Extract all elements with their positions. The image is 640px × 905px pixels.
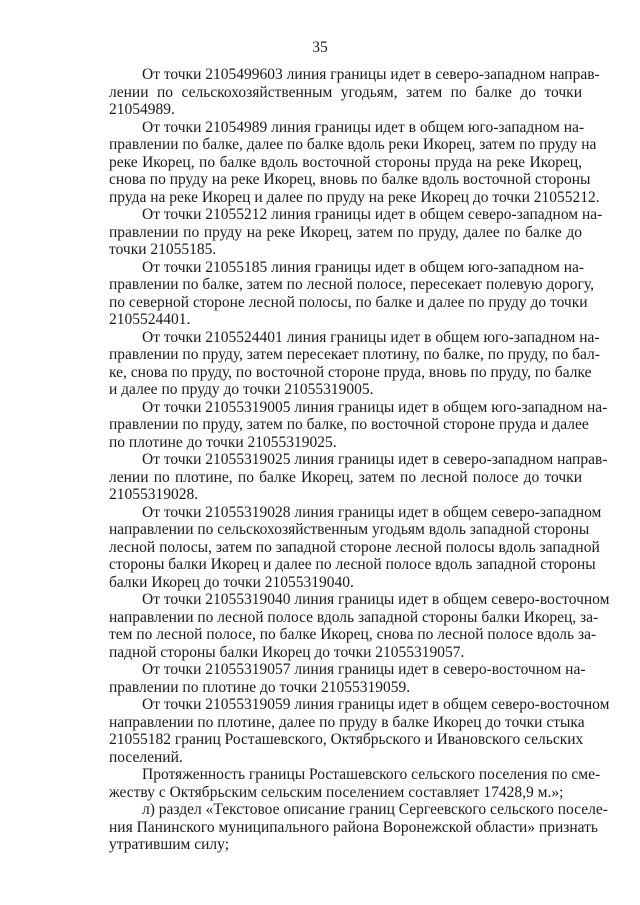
text-line: правлении по пруду, затем пересекает плотину, по балке, по пруду, по бал- <box>109 346 600 363</box>
paragraph <box>109 258 594 329</box>
text-line: От точки 21055319059 линия границы идет в общем северо-восточном <box>142 696 610 713</box>
paragraph <box>109 398 608 452</box>
text-line: снова по пруду на реке Икорец, вновь по балке вдоль восточной стороны <box>109 171 591 188</box>
text-line: От точки 21055319057 линия границы идет в северо-восточном на- <box>142 661 586 678</box>
text-line: 21054989. <box>109 101 175 118</box>
text-line: реке Икорец, по балке вдоль восточной стороны пруда на реке Икорец, <box>109 153 582 171</box>
text-line: 2105524401. <box>109 311 191 328</box>
text-line: От точки 21055319028 линия границы идет в общем северо-западном <box>142 503 602 521</box>
text-line: От точки 21055319025 линия границы идет в северо-западном направ- <box>142 451 608 468</box>
text-line: по северной стороне лесной полосы, по балке и далее по пруду до точки <box>109 293 588 311</box>
text-line: лении по сельскохозяйственным угодьям, затем по балке до точки <box>109 83 582 101</box>
text-line: От точки 21055319040 линия границы идет в общем северо-восточном <box>142 591 610 608</box>
text-line: лении по плотине, по балке Икорец, затем по лесной полосе до точки <box>109 468 582 486</box>
text-line: и далее по пруду до точки 21055319005. <box>109 381 374 398</box>
paragraph <box>109 766 601 801</box>
text-line: точки 21055185. <box>109 241 217 258</box>
paragraph <box>109 206 603 259</box>
text-line: падной стороны балки Икорец до точки 21055319057. <box>109 643 465 661</box>
text-line: по плотине до точки 21055319025. <box>109 433 337 451</box>
text-line: От точки 21054989 линия границы идет в общем юго-западном на- <box>142 118 585 136</box>
text-line: ке, снова по пруду, по восточной стороне пруда, вновь по пруду, по балке <box>109 363 592 381</box>
text-line: правлении по пруду на реке Икорец, затем по пруду, далее по балке до <box>109 223 582 241</box>
text-line: От точки 21055212 линия границы идет в общем северо-западном на- <box>142 206 603 223</box>
text-line: стороны балки Икорец и далее по лесной полосе вдоль западной стороны <box>109 556 596 573</box>
text-line: тем по лесной полосе, по балке Икорец, снова по лесной полосе вдоль за- <box>109 626 597 643</box>
text-line: направлении по сельскохозяйственным угодьям вдоль западной стороны <box>109 521 590 538</box>
text-line: ния Панинского муниципального района Воронежской области» признать <box>109 818 598 836</box>
document-body <box>109 66 610 854</box>
paragraph <box>109 118 600 207</box>
text-line: От точки 2105499603 линия границы идет в северо-западном направ- <box>142 66 600 83</box>
text-line: правлении по плотине до точки 21055319059. <box>109 678 411 696</box>
text-line: лесной полосы, затем по западной стороне лесной полосы вдоль западной <box>109 538 600 556</box>
paragraph <box>109 328 600 399</box>
text-line: правлении по пруду, затем по балке, по восточной стороне пруда и далее <box>109 416 589 433</box>
text-line: От точки 21055185 линия границы идет в общем юго-западном на- <box>142 258 585 276</box>
page-number: 35 <box>312 39 328 56</box>
paragraph <box>109 503 602 592</box>
paragraph <box>109 591 610 661</box>
text-line: направлении по плотине, далее по пруду в балке Икорец до точки стыка <box>109 713 585 731</box>
text-line: балки Икорец до точки 21055319040. <box>109 573 354 591</box>
text-line: л) раздел «Текстовое описание границ Сергеевского сельского поселе- <box>142 801 608 818</box>
text-line: направлении по лесной полосе вдоль западной стороны балки Икорец, за- <box>109 608 599 626</box>
text-line: правлении по балке, затем по лесной полосе, пересекает полевую дорогу, <box>109 276 594 293</box>
paragraph <box>109 451 608 504</box>
paragraph <box>109 66 600 119</box>
text-line: 21055319028. <box>109 486 199 503</box>
text-line: 21055182 границ Росташевского, Октябрьского и Ивановского сельских <box>109 731 584 748</box>
paragraph <box>109 661 586 696</box>
text-line: От точки 2105524401 линия границы идет в общем юго-западном на- <box>142 328 600 346</box>
text-line: утратившим силу; <box>109 836 230 853</box>
text-line: правлении по балке, далее по балке вдоль реки Икорец, затем по пруду на <box>109 136 597 153</box>
text-line: Протяженность границы Росташевского сельского поселения по сме- <box>142 766 601 783</box>
paragraph <box>109 801 608 854</box>
text-line: жеству с Октябрьским сельским поселением составляет 17428,9 м.»; <box>109 783 564 801</box>
paragraph <box>109 696 610 766</box>
text-line: От точки 21055319005 линия границы идет в общем юго-западном на- <box>142 398 608 416</box>
text-line: поселений. <box>109 748 183 766</box>
text-line: пруда на реке Икорец и далее по пруду на реке Икорец до точки 21055212. <box>109 188 600 206</box>
